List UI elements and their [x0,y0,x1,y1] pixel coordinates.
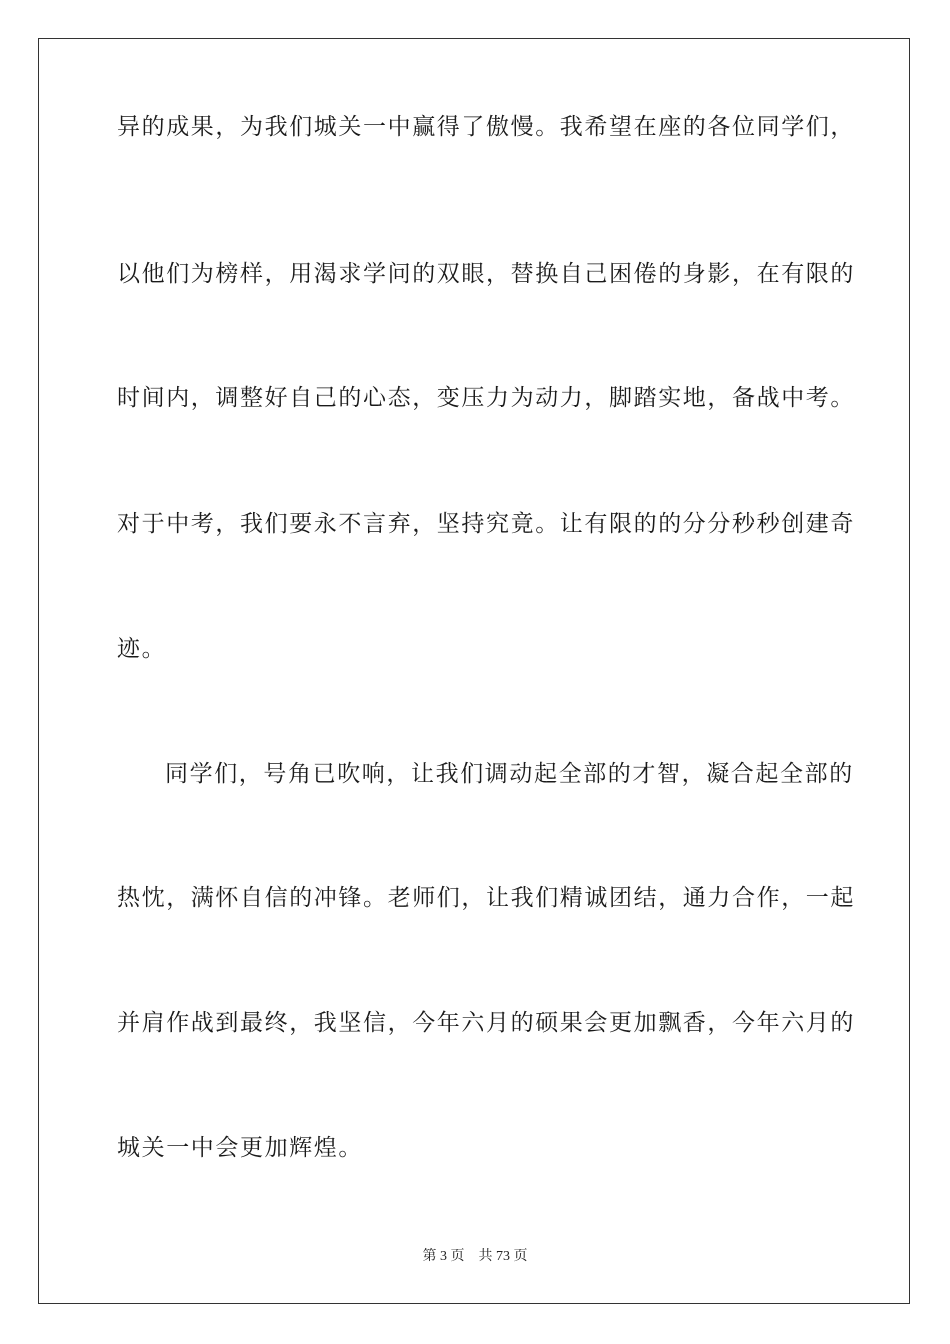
text-line-1: 异的成果，为我们城关一中赢得了傲慢。我希望在座的各位同学们， [117,114,855,140]
page-total: 共 73 页 [478,1249,528,1264]
paragraph-start-line: 同学们，号角已吹响，让我们调动起全部的才智，凝合起全部的 [165,761,854,787]
text-line-2: 以他们为榜样，用渴求学问的双眼，替换自己困倦的身影，在有限的 [117,261,855,287]
text-line-8: 并肩作战到最终，我坚信，今年六月的硕果会更加飘香，今年六月的 [117,1010,855,1036]
page-border [38,38,910,1304]
text-line-7: 热忱，满怀自信的冲锋。老师们，让我们精诚团结，通力合作，一起 [117,885,855,911]
text-line-5: 迹。 [117,636,167,662]
page-footer [0,1248,950,1266]
text-line-4: 对于中考，我们要永不言弃，坚持究竟。让有限的的分分秒秒创建奇 [117,511,855,537]
page-number: 第 3 页 [422,1249,465,1264]
text-line-9: 城关一中会更加辉煌。 [117,1135,363,1161]
text-line-3: 时间内，调整好自己的心态，变压力为动力，脚踏实地，备战中考。 [117,385,855,411]
